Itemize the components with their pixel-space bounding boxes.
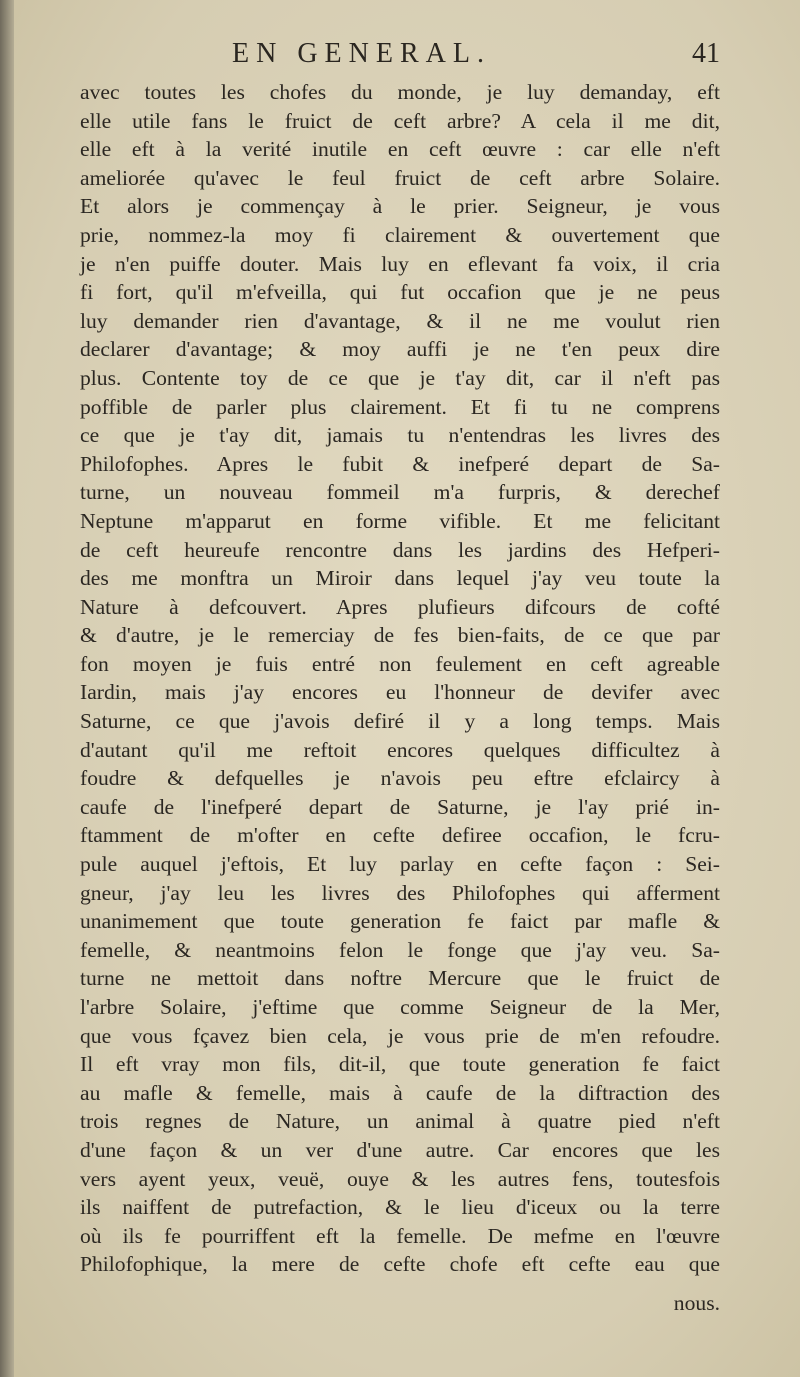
text-line: Nature à defcouvert. Apres plufieurs difcours de cofté [80, 594, 720, 619]
text-line: ameliorée qu'avec le feul fruict de ceft arbre Solaire. [80, 165, 720, 190]
text-line: d'une façon & un ver d'une autre. Car encores que les [80, 1137, 720, 1162]
text-line: unanimement que toute generation fe faict par mafle & [80, 909, 720, 934]
text-line: plus. Contente toy de ce que je t'ay dit, car il n'eft pas [80, 365, 720, 390]
text-line: vers ayent yeux, veuë, ouye & les autres fens, toutesfois [80, 1166, 720, 1191]
catchword: nous. [673, 1291, 720, 1315]
page-number: 41 [692, 38, 720, 69]
text-line: d'autant qu'il me reftoit encores quelques difficultez à [80, 737, 720, 762]
text-line: gneur, j'ay leu les livres des Philofophes qui afferment [80, 880, 720, 905]
body-text [80, 78, 720, 1279]
text-line: elle eft à la verité inutile en ceft œuvre : car elle n'eft [80, 137, 720, 162]
text-line: ftamment de m'ofter en cefte defiree occafion, le fcru- [80, 823, 720, 848]
text-line: Il eft vray mon fils, dit-il, que toute generation fe faict [80, 1052, 720, 1077]
running-head: EN GENERAL. [232, 38, 491, 69]
text-line: declarer d'avantage; & moy auffi je ne t'en peux dire [80, 337, 720, 362]
text-line: & d'autre, je le remerciay de fes bien-faits, de ce que par [80, 623, 720, 648]
text-line: poffible de parler plus clairement. Et fi tu ne comprens [80, 394, 720, 419]
text-line: où ils fe pourriffent eft la femelle. De mefme en l'œuvre [80, 1223, 720, 1248]
text-line: Et alors je commençay à le prier. Seigneur, je vous [80, 194, 720, 219]
text-line: l'arbre Solaire, j'eftime que comme Seigneur de la Mer, [80, 995, 720, 1019]
text-line: ils naiffent de putrefaction, & le lieu d'iceux ou la terre [80, 1195, 720, 1220]
text-line: prie, nommez-la moy fi clairement & ouvertement que [80, 222, 720, 247]
text-line: ce que je t'ay dit, jamais tu n'entendras les livres des [80, 423, 720, 448]
page-header [80, 38, 720, 78]
binding-gutter [0, 0, 14, 1377]
text-line: fi fort, qu'il m'efveilla, qui fut occafion que je ne peus [80, 280, 720, 305]
text-line: des me monftra un Miroir dans lequel j'ay veu toute la [80, 566, 720, 591]
text-line: Iardin, mais j'ay encores eu l'honneur de devifer avec [80, 680, 720, 705]
text-line: luy demander rien d'avantage, & il ne me voulut rien [80, 308, 720, 333]
text-line: Philofophique, la mere de cefte chofe eft cefte eau que [80, 1252, 720, 1277]
text-line: caufe de l'inefperé depart de Saturne, je l'ay prié in- [80, 794, 720, 819]
text-line: pule auquel j'eftois, Et luy parlay en cefte façon : Sei- [80, 852, 720, 877]
text-line: fon moyen je fuis entré non feulement en ceft agreable [80, 651, 720, 676]
text-line: avec toutes les chofes du monde, je luy demanday, eft [80, 80, 720, 104]
text-line: Saturne, ce que j'avois defiré il y a long temps. Mais [80, 709, 720, 734]
text-line: Neptune m'apparut en forme vifible. Et me felicitant [80, 508, 720, 533]
text-line: trois regnes de Nature, un animal à quatre pied n'eft [80, 1109, 720, 1134]
text-line: je n'en puiffe douter. Mais luy en eflevant fa voix, il cria [80, 251, 720, 276]
text-line: Philofophes. Apres le fubit & inefperé depart de Sa- [80, 451, 720, 476]
text-line: au mafle & femelle, mais à caufe de la diftraction des [80, 1080, 720, 1105]
text-line: de ceft heureufe rencontre dans les jardins des Hefperi- [80, 537, 720, 562]
text-line: femelle, & neantmoins felon le fonge que j'ay veu. Sa- [80, 937, 720, 962]
text-line: turne ne mettoit dans noftre Mercure que le fruict de [80, 966, 720, 991]
text-line: foudre & defquelles je n'avois peu eftre efclaircy à [80, 766, 720, 791]
text-line: que vous fçavez bien cela, je vous prie de m'en refoudre. [80, 1023, 720, 1048]
text-line: turne, un nouveau fommeil m'a furpris, & derechef [80, 480, 720, 505]
text-line: elle utile fans le fruict de ceft arbre? A cela il me dit, [80, 108, 720, 133]
